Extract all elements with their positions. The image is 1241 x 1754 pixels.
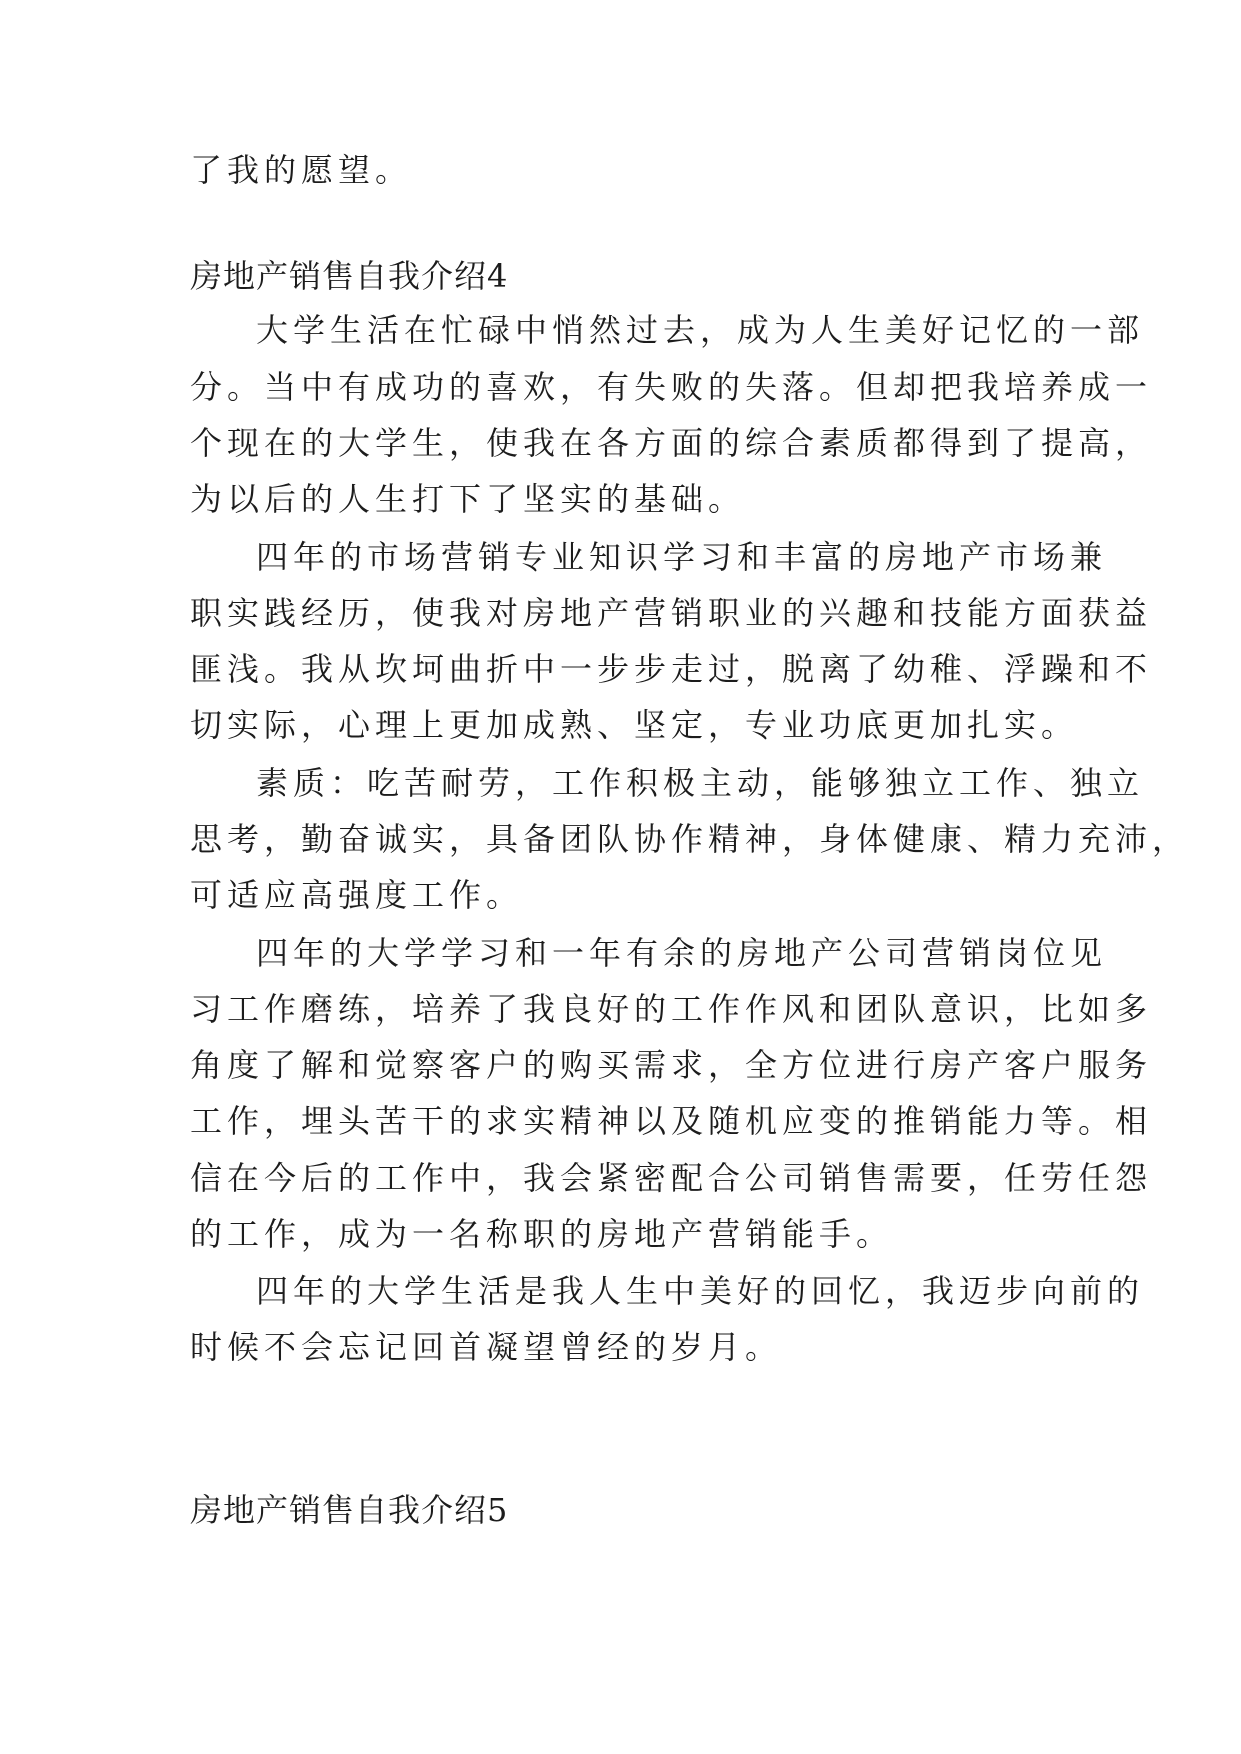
paragraph-line: 四年的大学学习和一年有余的房地产公司营销岗位见 (256, 934, 1108, 972)
paragraph-line: 思考，勤奋诚实，具备团队协作精神，身体健康、精力充沛， (190, 820, 1190, 858)
paragraph-line: 切实际，心理上更加成熟、坚定，专业功底更加扎实。 (190, 706, 1079, 744)
paragraph-line: 四年的市场营销专业知识学习和丰富的房地产市场兼 (256, 538, 1108, 576)
paragraph-line: 习工作磨练，培养了我良好的工作作风和团队意识，比如多 (190, 990, 1153, 1028)
paragraph-line: 信在今后的工作中，我会紧密配合公司销售需要，任劳任怨 (190, 1159, 1153, 1197)
paragraph-line: 大学生活在忙碌中悄然过去，成为人生美好记忆的一部 (256, 311, 1145, 349)
paragraph-line: 个现在的大学生，使我在各方面的综合素质都得到了提高， (190, 424, 1153, 462)
paragraph-line: 四年的大学生活是我人生中美好的回忆，我迈步向前的 (256, 1272, 1145, 1310)
paragraph-line: 为以后的人生打下了坚实的基础。 (190, 480, 746, 518)
paragraph-line: 分。当中有成功的喜欢，有失败的失落。但却把我培养成一 (190, 368, 1153, 406)
section-4-heading: 房地产销售自我介绍4 (190, 257, 509, 295)
paragraph-line: 角度了解和觉察客户的购买需求，全方位进行房产客户服务 (190, 1046, 1153, 1084)
paragraph-line: 职实践经历，使我对房地产营销职业的兴趣和技能方面获益 (190, 594, 1153, 632)
paragraph-line: 工作，埋头苦干的求实精神以及随机应变的推销能力等。相 (190, 1102, 1153, 1140)
continuation-text: 了我的愿望。 (190, 151, 413, 189)
section-5-heading: 房地产销售自我介绍5 (190, 1491, 509, 1529)
paragraph-line: 素质：吃苦耐劳，工作积极主动，能够独立工作、独立 (256, 764, 1145, 802)
paragraph-line: 的工作，成为一名称职的房地产营销能手。 (190, 1215, 894, 1253)
paragraph-line: 时候不会忘记回首凝望曾经的岁月。 (190, 1328, 783, 1366)
paragraph-line: 可适应高强度工作。 (190, 876, 524, 914)
paragraph-line: 匪浅。我从坎坷曲折中一步步走过，脱离了幼稚、浮躁和不 (190, 650, 1153, 688)
